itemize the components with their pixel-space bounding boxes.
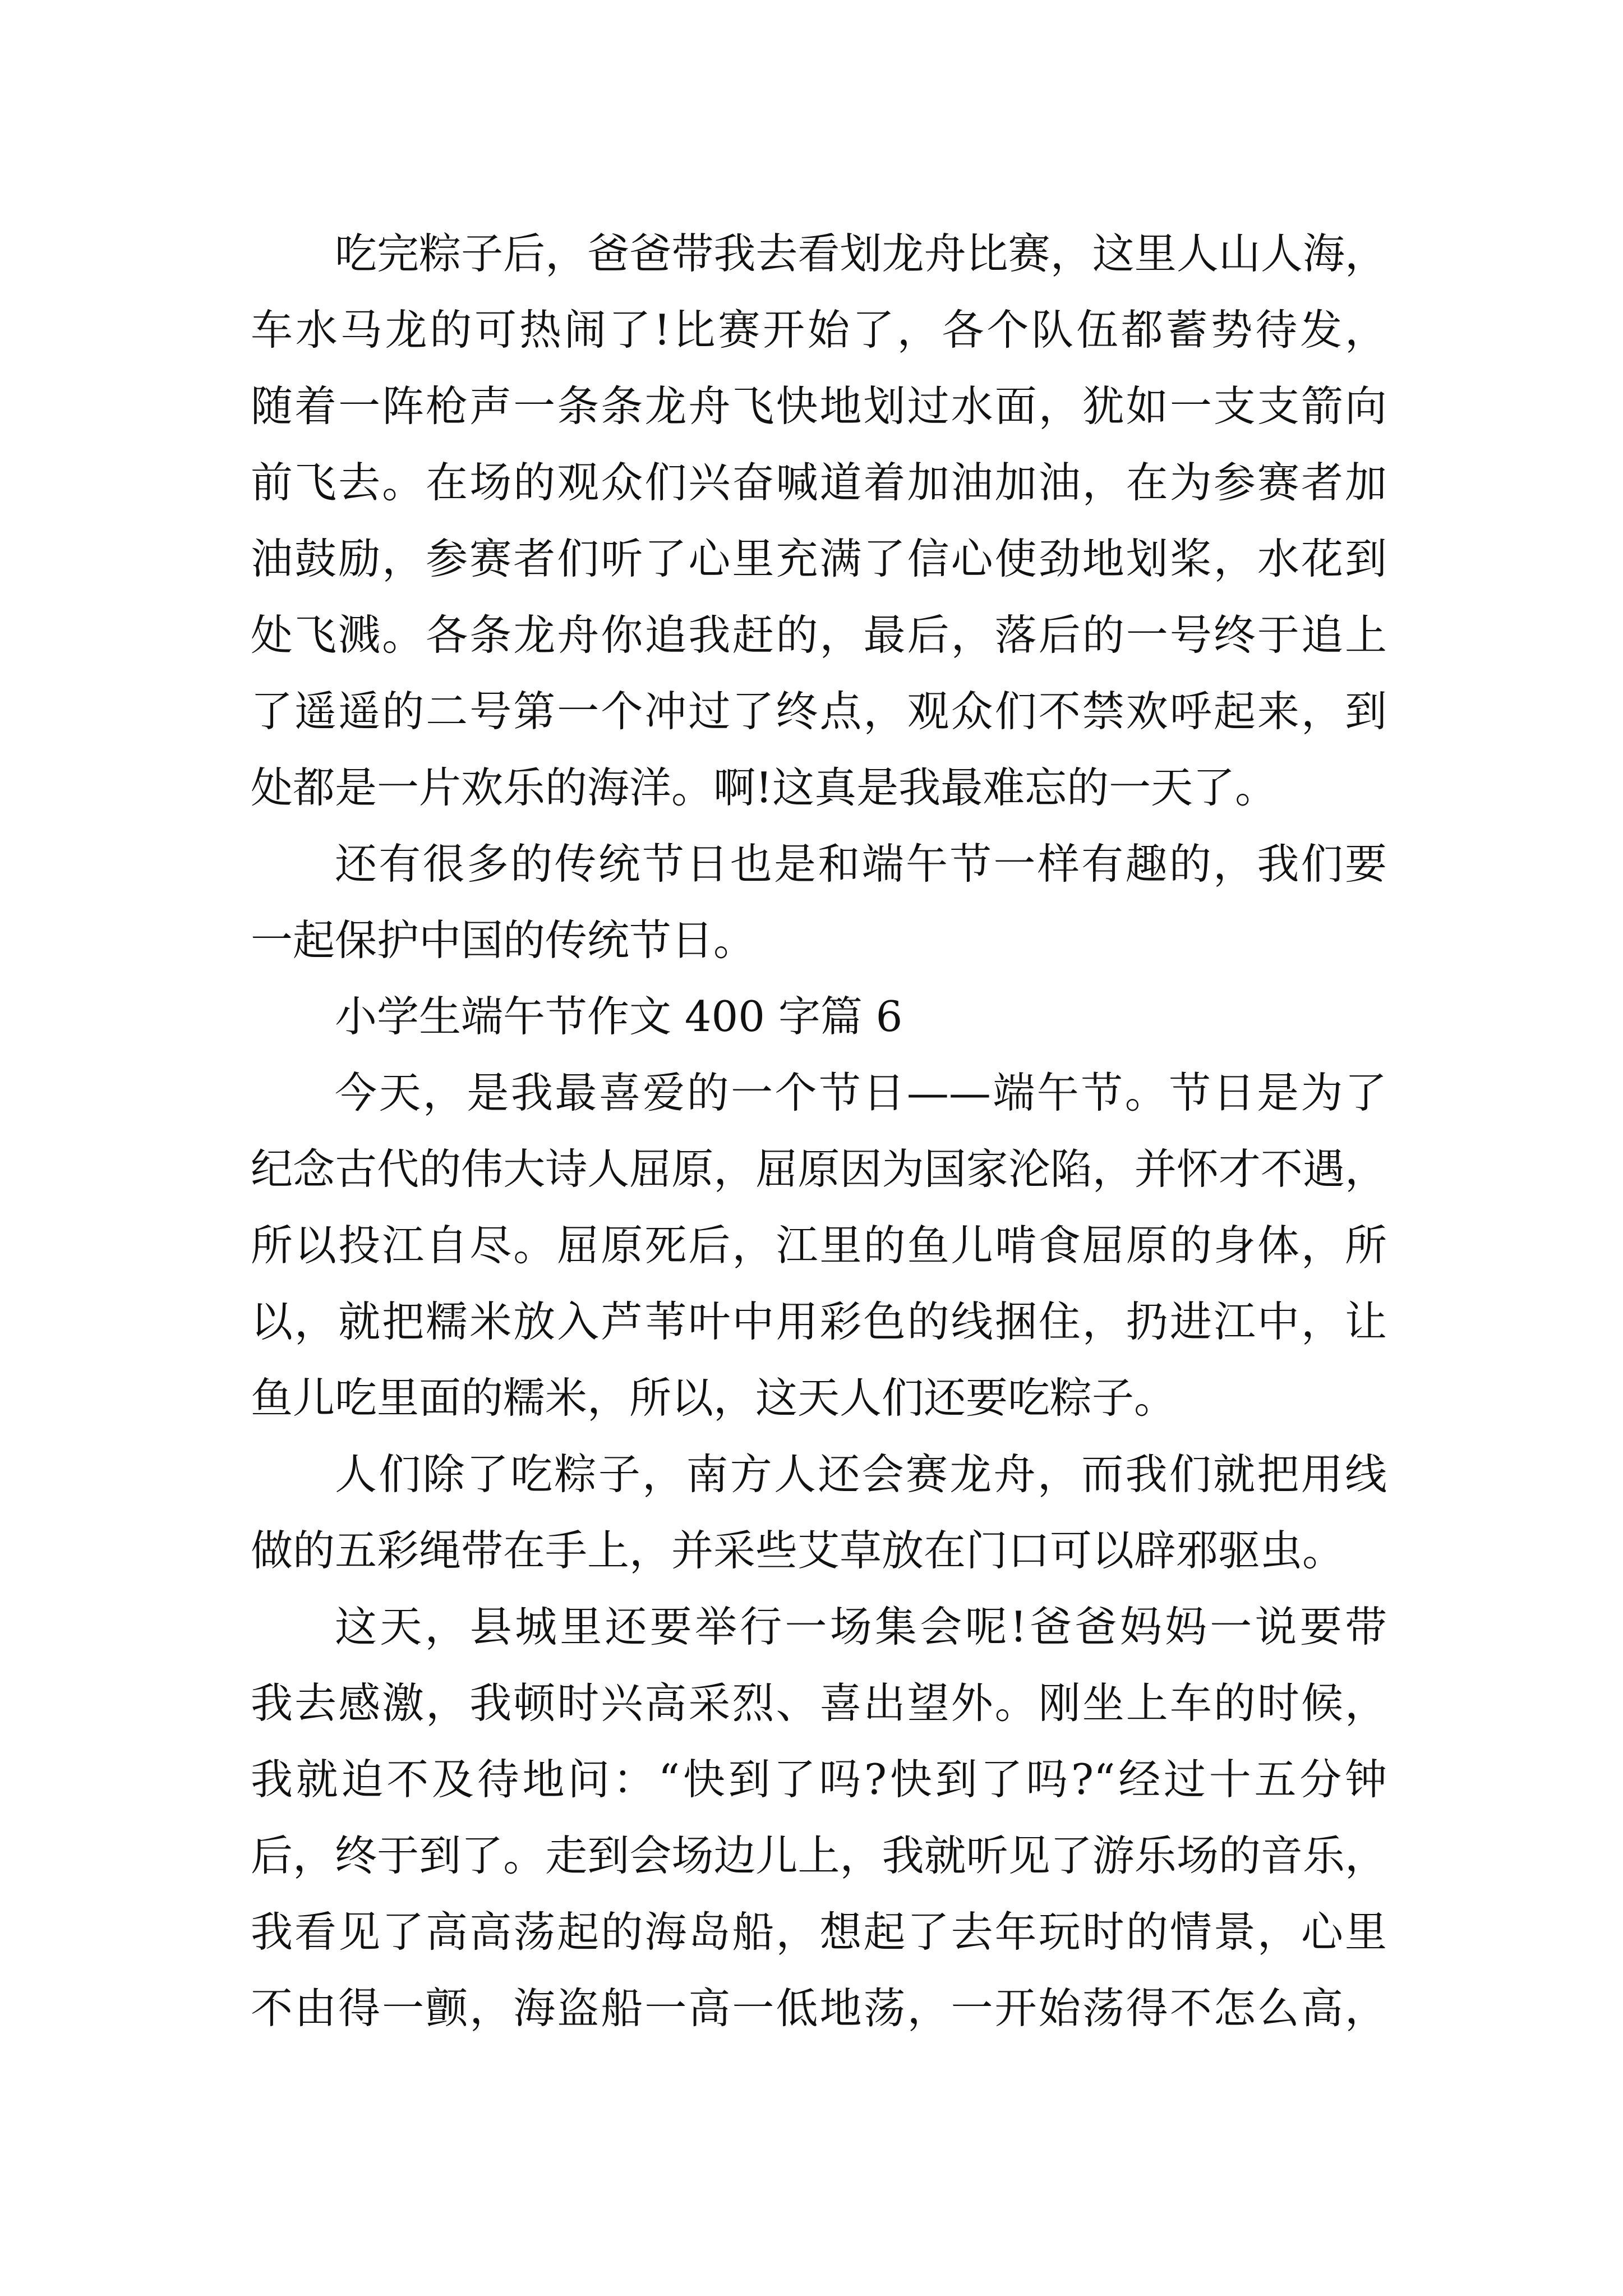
text-line: 一起保护中国的传统节日。 <box>251 915 756 965</box>
section-heading <box>251 978 1387 1055</box>
text-line: 人们除了吃粽子，南方人还会赛龙舟，而我们就把用线 <box>335 1450 1387 1499</box>
text-line: 所以投江自尽。屈原死后，江里的鱼儿啃食屈原的身体，所 <box>251 1221 1387 1270</box>
text-line: 还有很多的传统节日也是和端午节一样有趣的，我们要 <box>335 839 1387 889</box>
text-line: 今天，是我最喜爱的一个节日——端午节。节日是为了 <box>335 1068 1387 1117</box>
paragraph <box>251 826 1387 978</box>
text-line: 车水马龙的可热闹了!比赛开始了，各个队伍都蓄势待发， <box>251 305 1387 355</box>
text-line: 随着一阵枪声一条条龙舟飞快地划过水面，犹如一支支箭向 <box>251 381 1387 431</box>
text-line: 这天，县城里还要举行一场集会呢!爸爸妈妈一说要带 <box>335 1602 1387 1651</box>
body-text <box>251 215 1387 2046</box>
text-line: 不由得一颤，海盗船一高一低地荡，一开始荡得不怎么高， <box>251 1984 1387 2033</box>
text-line: 了遥遥的二号第一个冲过了终点，观众们不禁欢呼起来，到 <box>251 687 1387 736</box>
text-line: 我就迫不及待地问：“快到了吗?快到了吗?“经过十五分钟 <box>251 1755 1387 1804</box>
paragraph <box>251 1436 1387 1589</box>
section-heading-text: 小学生端午节作文 400 字篇 6 <box>335 992 903 1041</box>
paragraph <box>251 1589 1387 2046</box>
text-line: 纪念古代的伟大诗人屈原，屈原因为国家沦陷，并怀才不遇， <box>251 1144 1387 1194</box>
text-line: 鱼儿吃里面的糯米，所以，这天人们还要吃粽子。 <box>251 1373 1177 1423</box>
paragraph <box>251 1055 1387 1436</box>
text-line: 吃完粽子后，爸爸带我去看划龙舟比赛，这里人山人海， <box>335 229 1387 278</box>
text-line: 以，就把糯米放入芦苇叶中用彩色的线捆住，扔进江中，让 <box>251 1297 1387 1346</box>
text-line: 后，终于到了。走到会场边儿上，我就听见了游乐场的音乐， <box>251 1831 1387 1880</box>
text-line: 前飞去。在场的观众们兴奋喊道着加油加油，在为参赛者加 <box>251 458 1387 507</box>
text-line: 油鼓励，参赛者们听了心里充满了信心使劲地划桨，水花到 <box>251 534 1387 583</box>
text-line: 处飞溅。各条龙舟你追我赶的，最后，落后的一号终于追上 <box>251 610 1387 660</box>
text-line: 处都是一片欢乐的海洋。啊!这真是我最难忘的一天了。 <box>251 763 1278 812</box>
paragraph <box>251 215 1387 826</box>
text-line: 我看见了高高荡起的海岛船，想起了去年玩时的情景，心里 <box>251 1907 1387 1957</box>
text-line: 我去感激，我顿时兴高采烈、喜出望外。刚坐上车的时候， <box>251 1678 1387 1728</box>
text-line: 做的五彩绳带在手上，并采些艾草放在门口可以辟邪驱虫。 <box>251 1526 1345 1575</box>
